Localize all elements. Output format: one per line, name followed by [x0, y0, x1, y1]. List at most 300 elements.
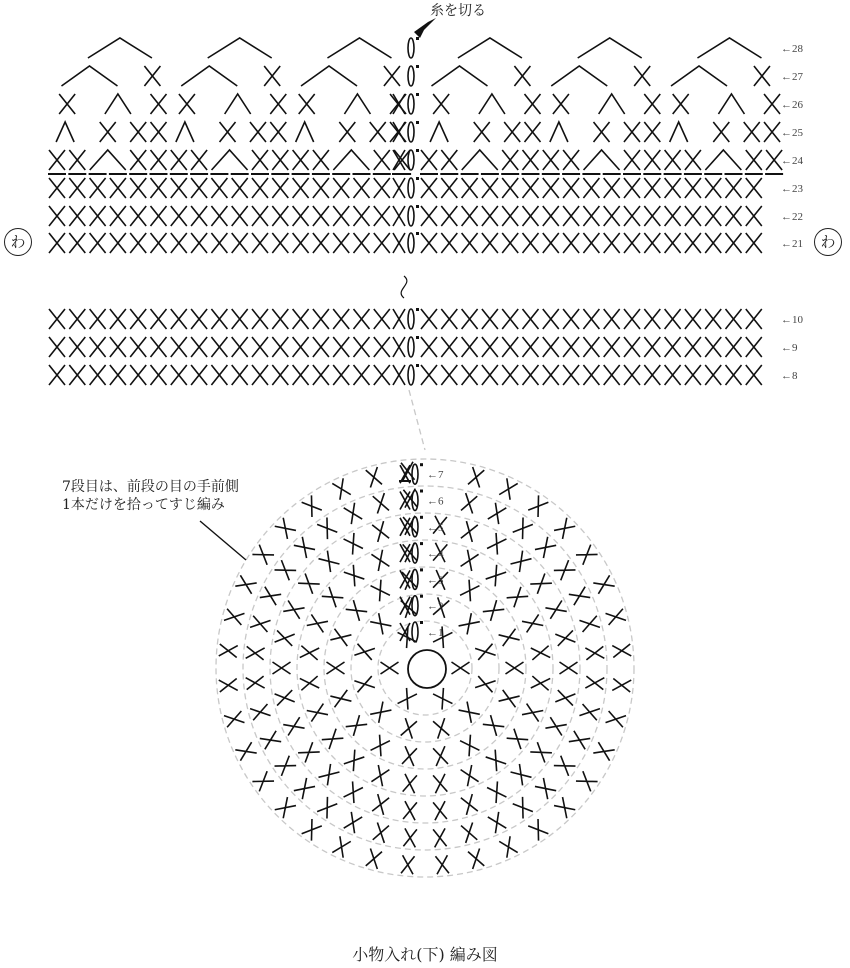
sc-stitch-icon	[110, 365, 126, 385]
sc-stitch-icon	[441, 178, 457, 198]
slip-stitch-icon	[420, 542, 423, 545]
sc-stitch-icon	[130, 150, 146, 170]
round-stitch-icon	[461, 493, 477, 513]
sc-stitch-icon	[374, 150, 390, 170]
sc-stitch-icon	[211, 206, 227, 226]
slip-stitch-icon	[416, 336, 419, 339]
sc-stitch-icon	[754, 66, 770, 86]
sc-stitch-icon	[644, 337, 660, 357]
sc-stitch-icon	[685, 150, 701, 170]
sc-stitch-icon	[604, 309, 620, 329]
chain-stitch-icon	[408, 66, 414, 86]
round-stitch-icon	[486, 565, 506, 587]
round-stitch-icon	[460, 580, 479, 602]
sc-stitch-icon	[313, 206, 329, 226]
sc-stitch-icon	[462, 178, 478, 198]
sc-stitch-icon	[726, 233, 742, 253]
round-stitch-icon	[372, 794, 389, 815]
sc-stitch-icon	[504, 122, 520, 142]
sc-stitch-icon	[299, 94, 315, 114]
inc-stitch-icon	[225, 94, 251, 114]
round-stitch-icon	[585, 676, 604, 690]
round-stitch-icon	[475, 644, 495, 660]
sc-stitch-icon	[482, 309, 498, 329]
slip-stitch-icon	[416, 205, 419, 208]
round-stitch-icon	[373, 822, 389, 842]
sc-stitch-icon	[764, 94, 780, 114]
join-guide	[409, 390, 425, 450]
sc-stitch-icon	[232, 309, 248, 329]
row-number: ←2	[427, 600, 444, 613]
round-stitch-icon	[475, 676, 495, 692]
sc-stitch-icon	[685, 233, 701, 253]
sc-stitch-icon	[272, 150, 288, 170]
round-stitch-icon	[366, 849, 382, 869]
sc-stitch-icon	[90, 178, 106, 198]
sc-stitch-icon	[313, 150, 329, 170]
sc-stitch-icon	[665, 233, 681, 253]
sc-stitch-icon	[374, 337, 390, 357]
sc-stitch-icon	[191, 206, 207, 226]
sc-stitch-icon	[393, 206, 405, 226]
sc-stitch-icon	[421, 337, 437, 357]
sc-stitch-icon	[685, 206, 701, 226]
sc-stitch-icon	[393, 122, 405, 142]
round-stitch-icon	[398, 688, 417, 710]
slip-stitch-icon	[420, 490, 423, 493]
round-stitch-icon	[585, 646, 604, 660]
sc-stitch-icon	[441, 365, 457, 385]
sc-stitch-icon	[151, 309, 167, 329]
sc-stitch-icon	[482, 233, 498, 253]
sc-stitch-icon	[90, 233, 106, 253]
round-guide	[378, 621, 472, 715]
row-number: ←7	[427, 469, 444, 482]
sc-stitch-icon	[523, 309, 539, 329]
round-stitch-icon	[300, 646, 319, 660]
round-stitch-icon	[555, 630, 575, 645]
sc-stitch-icon	[293, 233, 309, 253]
round-stitch-icon	[344, 533, 363, 555]
row-number: ←9	[781, 342, 798, 354]
sc-stitch-icon	[220, 122, 236, 142]
sc-stitch-icon	[191, 178, 207, 198]
sc-stitch-icon	[624, 122, 640, 142]
round-stitch-icon	[459, 613, 480, 634]
ring-marker-left: わ	[4, 228, 32, 256]
sc-stitch-icon	[354, 309, 370, 329]
sc-stitch-icon	[151, 150, 167, 170]
sc-stitch-icon	[110, 206, 126, 226]
round-guide	[351, 594, 499, 742]
sc-stitch-icon	[563, 365, 579, 385]
round-stitch-icon	[373, 493, 389, 513]
round-stitch-icon	[330, 690, 351, 707]
inc-stitch-icon	[301, 66, 357, 86]
round-stitch-icon	[560, 662, 578, 674]
round-stitch-icon	[554, 756, 576, 776]
sc-stitch-icon	[502, 150, 518, 170]
note-leader-line	[200, 521, 246, 560]
sc-stitch-icon	[746, 233, 762, 253]
row-number: ←1	[427, 627, 444, 639]
chain-stitch-icon	[408, 309, 414, 329]
inc-stitch-icon	[584, 150, 620, 170]
sc-stitch-icon	[130, 206, 146, 226]
chain-stitch-icon	[408, 150, 414, 170]
chain-stitch-icon	[408, 122, 414, 142]
chain-stitch-icon	[408, 178, 414, 198]
round-stitch-icon	[545, 717, 566, 735]
sc-stitch-icon	[90, 337, 106, 357]
sc-stitch-icon	[462, 337, 478, 357]
round-stitch-icon	[499, 629, 520, 646]
sc-stitch-icon	[685, 309, 701, 329]
sc-stitch-icon	[333, 365, 349, 385]
inc-stitch-icon	[697, 38, 761, 58]
sc-stitch-icon	[644, 365, 660, 385]
round-stitch-icon	[252, 771, 274, 791]
round-stitch-icon	[461, 765, 479, 786]
sc-stitch-icon	[644, 233, 660, 253]
inc-stitch-icon	[431, 66, 487, 86]
sc-stitch-icon	[563, 233, 579, 253]
sc-stitch-icon	[583, 337, 599, 357]
sc-stitch-icon	[211, 365, 227, 385]
sc-stitch-icon	[624, 206, 640, 226]
sc-stitch-icon	[543, 178, 559, 198]
sc-stitch-icon	[69, 178, 85, 198]
round-stitch-icon	[283, 600, 304, 618]
sc-stitch-icon	[583, 309, 599, 329]
round-stitch-icon	[224, 711, 244, 727]
round-stitch-icon	[522, 704, 543, 722]
sc-stitch-icon	[624, 365, 640, 385]
sc-stitch-icon	[252, 365, 268, 385]
round-stitch-icon	[275, 518, 296, 539]
sc-stitch-icon	[272, 365, 288, 385]
sc-stitch-icon	[604, 365, 620, 385]
round-stitch-icon	[235, 742, 256, 760]
row-number: ←3	[427, 574, 444, 587]
inc-stitch-icon	[462, 150, 498, 170]
sc-stitch-icon	[49, 309, 65, 329]
sc-stitch-icon	[705, 178, 721, 198]
sc-stitch-icon	[624, 150, 640, 170]
round-stitch-icon	[372, 521, 389, 542]
inc-stitch-icon	[599, 94, 625, 114]
sc-stitch-icon	[252, 337, 268, 357]
round-stitch-icon	[530, 574, 552, 594]
sc-stitch-icon	[644, 122, 660, 142]
sc-stitch-icon	[333, 337, 349, 357]
inc-stitch-icon	[705, 150, 741, 170]
round-stitch-icon	[468, 467, 484, 487]
sc-stitch-icon	[726, 206, 742, 226]
round-stitch-icon	[593, 742, 614, 760]
chain-stitch-icon	[408, 233, 414, 253]
row-number: ←6	[427, 495, 444, 508]
round-stitch-icon	[235, 575, 256, 593]
sc-stitch-icon	[604, 233, 620, 253]
sc-stitch-icon	[232, 365, 248, 385]
slip-stitch-icon	[416, 364, 419, 367]
inc-stitch-icon	[105, 94, 131, 114]
sc-stitch-icon	[374, 178, 390, 198]
round-stitch-icon	[332, 478, 350, 499]
round-stitch-icon	[252, 545, 274, 565]
round-stitch-icon	[250, 616, 270, 632]
sc-stitch-icon	[665, 309, 681, 329]
round-stitch-icon	[593, 575, 614, 593]
round-stitch-icon	[522, 614, 543, 632]
round-stitch-icon	[487, 533, 506, 555]
sc-stitch-icon	[433, 94, 449, 114]
round-stitch-icon	[499, 478, 517, 499]
sc-stitch-icon	[130, 178, 146, 198]
sc-stitch-icon	[130, 309, 146, 329]
sc-stitch-icon	[69, 309, 85, 329]
row-number: ←23	[781, 183, 803, 195]
sc-stitch-icon	[151, 178, 167, 198]
sc-stitch-icon	[624, 233, 640, 253]
round7-note-line1: 7段目は、前段の目の手前側	[62, 479, 239, 495]
sc-stitch-icon	[211, 337, 227, 357]
inc-stitch-icon	[212, 150, 248, 170]
round-stitch-icon	[433, 688, 452, 710]
round-stitch-icon	[344, 812, 362, 833]
round-stitch-icon	[346, 715, 368, 736]
sc-stitch-icon	[644, 178, 660, 198]
round-stitch-icon	[318, 551, 339, 572]
sc-stitch-icon	[232, 206, 248, 226]
sc-stitch-icon	[151, 337, 167, 357]
round-stitch-icon	[317, 518, 337, 540]
round-stitch-icon	[569, 587, 590, 605]
sc-stitch-icon	[151, 206, 167, 226]
sc-stitch-icon	[441, 150, 457, 170]
sc-stitch-icon	[144, 66, 160, 86]
sc-stitch-icon	[563, 206, 579, 226]
magic-ring-center-icon	[408, 650, 446, 688]
round-stitch-icon	[322, 729, 344, 749]
slip-stitch-icon	[420, 621, 423, 624]
round-stitch-icon	[513, 797, 533, 819]
sc-stitch-icon	[333, 206, 349, 226]
sc-stitch-icon	[171, 206, 187, 226]
slip-stitch-icon	[420, 595, 423, 598]
round-stitch-icon	[294, 778, 315, 799]
sc-stitch-icon	[563, 150, 579, 170]
sc-stitch-icon	[726, 365, 742, 385]
row-number: ←24	[781, 155, 803, 167]
round-stitch-icon	[298, 574, 320, 594]
round-stitch-icon	[487, 781, 506, 803]
round-stitch-icon	[381, 662, 399, 674]
row-number: ←28	[781, 43, 803, 55]
round-stitch-icon	[531, 646, 550, 660]
sc-stitch-icon	[746, 206, 762, 226]
sc-stitch-icon	[543, 150, 559, 170]
sc-stitch-icon	[333, 233, 349, 253]
sc-stitch-icon	[421, 206, 437, 226]
round-stitch-icon	[488, 812, 506, 833]
round-stitch-icon	[371, 550, 389, 571]
round-stitch-icon	[330, 629, 351, 646]
round-stitch-icon	[275, 560, 297, 580]
round-stitch-icon	[468, 849, 484, 869]
sc-stitch-icon	[272, 337, 288, 357]
sc-stitch-icon	[151, 94, 167, 114]
sc-stitch-icon	[313, 309, 329, 329]
inc-stitch-icon	[430, 122, 448, 142]
sc-stitch-icon	[272, 178, 288, 198]
sc-stitch-icon	[462, 309, 478, 329]
sc-stitch-icon	[393, 337, 405, 357]
chain-stitch-icon	[408, 38, 414, 58]
sc-stitch-icon	[191, 309, 207, 329]
round-stitch-icon	[531, 676, 550, 690]
sc-stitch-icon	[583, 206, 599, 226]
sc-stitch-icon	[293, 150, 309, 170]
sc-stitch-icon	[232, 178, 248, 198]
sc-stitch-icon	[264, 66, 280, 86]
sc-stitch-icon	[421, 178, 437, 198]
sc-stitch-icon	[744, 122, 760, 142]
sc-stitch-icon	[313, 337, 329, 357]
chain-stitch-icon	[412, 622, 418, 642]
round-stitch-icon	[461, 822, 477, 842]
round-guide	[324, 567, 526, 769]
round-stitch-icon	[307, 614, 328, 632]
sc-stitch-icon	[644, 94, 660, 114]
sc-stitch-icon	[393, 309, 405, 329]
round-stitch-icon	[459, 702, 480, 723]
sc-stitch-icon	[171, 178, 187, 198]
round-stitch-icon	[554, 518, 575, 539]
round-stitch-icon	[433, 718, 449, 738]
sc-stitch-icon	[191, 150, 207, 170]
sc-stitch-icon	[339, 122, 355, 142]
inc-stitch-icon	[550, 122, 568, 142]
sc-stitch-icon	[211, 178, 227, 198]
round-stitch-icon	[346, 600, 368, 621]
sc-stitch-icon	[252, 309, 268, 329]
row-number: ←10	[781, 314, 803, 326]
sc-stitch-icon	[705, 365, 721, 385]
row-number-labels	[427, 43, 804, 639]
round-stitch-icon	[250, 704, 270, 720]
sc-stitch-icon	[100, 122, 116, 142]
sc-stitch-icon	[333, 178, 349, 198]
sc-stitch-icon	[393, 233, 405, 253]
sc-stitch-icon	[594, 122, 610, 142]
sc-stitch-icon	[421, 365, 437, 385]
sc-stitch-icon	[502, 309, 518, 329]
inc-stitch-icon	[578, 38, 642, 58]
round-stitch-icon	[513, 518, 533, 540]
slip-stitch-icon	[416, 93, 419, 96]
sc-stitch-icon	[252, 233, 268, 253]
round-stitch-icon	[461, 521, 478, 542]
sc-stitch-icon	[482, 337, 498, 357]
round-stitch-icon	[461, 794, 478, 815]
round-stitch-icon	[246, 676, 265, 690]
round-stitch-icon	[511, 764, 532, 785]
row-number: ←25	[781, 127, 803, 139]
sc-stitch-icon	[49, 150, 65, 170]
round-stitch-icon	[612, 644, 631, 658]
round-stitch-icon	[511, 551, 532, 572]
inc-stitch-icon	[670, 122, 688, 142]
sc-stitch-icon	[713, 122, 729, 142]
sc-stitch-icon	[624, 309, 640, 329]
round-stitch-icon	[579, 704, 599, 720]
round7-note-line2: 1本だけを拾ってすじ編み	[62, 497, 225, 513]
sc-stitch-icon	[644, 309, 660, 329]
inc-stitch-icon	[176, 122, 194, 142]
sc-stitch-icon	[441, 309, 457, 329]
round-stitch-icon	[318, 764, 339, 785]
round-stitch-icon	[302, 495, 322, 517]
sc-stitch-icon	[502, 365, 518, 385]
sc-stitch-icon	[523, 233, 539, 253]
stitch-symbols	[48, 37, 783, 874]
round-stitch-icon	[403, 774, 417, 793]
round-stitch-icon	[576, 771, 598, 791]
round-stitch-icon	[260, 731, 281, 749]
slip-stitch-icon	[420, 568, 423, 571]
sc-stitch-icon	[130, 122, 146, 142]
sc-stitch-icon	[421, 150, 437, 170]
row-number: ←27	[781, 71, 803, 83]
sc-stitch-icon	[624, 337, 640, 357]
round-stitch-icon	[332, 836, 350, 857]
break-wave-icon	[401, 276, 407, 298]
round-stitch-icon	[433, 828, 447, 847]
round-stitch-icon	[486, 750, 506, 772]
sc-stitch-icon	[49, 233, 65, 253]
sc-stitch-icon	[583, 365, 599, 385]
sc-stitch-icon	[705, 309, 721, 329]
round-stitch-icon	[433, 774, 447, 793]
sc-stitch-icon	[354, 365, 370, 385]
round-stitch-icon	[344, 503, 362, 524]
sc-stitch-icon	[673, 94, 689, 114]
diagram-caption: 小物入れ(下) 編み図	[352, 945, 498, 964]
round-stitch-icon	[528, 495, 548, 517]
sc-stitch-icon	[543, 206, 559, 226]
sc-stitch-icon	[746, 337, 762, 357]
sc-stitch-icon	[384, 66, 400, 86]
inc-stitch-icon	[296, 122, 314, 142]
round-stitch-icon	[344, 750, 364, 772]
sc-stitch-icon	[49, 178, 65, 198]
sc-stitch-icon	[293, 337, 309, 357]
chain-stitch-icon	[408, 337, 414, 357]
round-stitch-icon	[535, 778, 556, 799]
round-stitch-icon	[606, 609, 626, 625]
sc-stitch-icon	[543, 309, 559, 329]
sc-stitch-icon	[293, 365, 309, 385]
sc-stitch-icon	[441, 206, 457, 226]
sc-stitch-icon	[110, 309, 126, 329]
round-stitch-icon	[298, 742, 320, 762]
sc-stitch-icon	[685, 337, 701, 357]
sc-stitch-icon	[705, 206, 721, 226]
sc-stitch-icon	[354, 337, 370, 357]
round7-note	[62, 478, 239, 514]
